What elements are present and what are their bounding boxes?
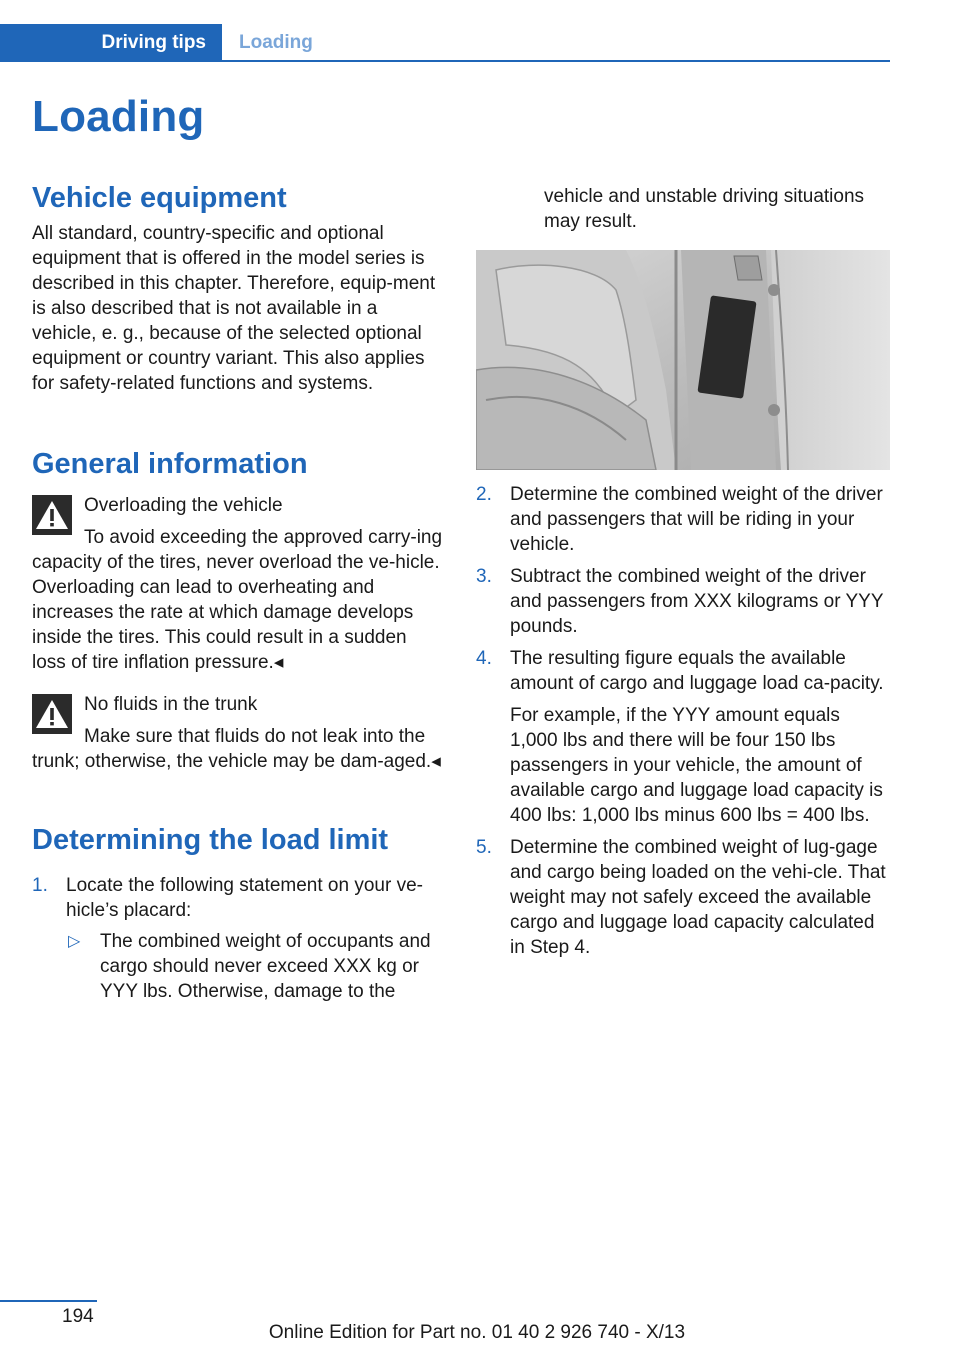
step-number: 1. <box>32 875 48 896</box>
list-item <box>476 564 890 639</box>
page-number: 194 <box>62 1306 94 1327</box>
list-item <box>476 835 890 960</box>
load-limit-steps-right <box>476 482 890 960</box>
vehicle-equipment-text: All standard, country-specific and optional equipment that is offered in the model series is described in this chapter. Therefore, equip-ment is also described that is not available in a vehicle, e. g., because of the selected optional equipment or country variant. This also applies for safety-related functions and systems. <box>32 223 436 394</box>
door-pillar-placard-photo <box>476 250 890 470</box>
heading-load-limit: Determining the load limit <box>32 824 389 856</box>
footer-rule <box>0 1300 97 1302</box>
heading-vehicle-equipment: Vehicle equipment <box>32 182 287 214</box>
right-column <box>476 182 890 967</box>
step-example-text: For example, if the YYY amount equals 1,000 lbs and there will be four 150 lbs passengers in your vehicle, the amount of available cargo and luggage load capacity is 400 lbs: 1,000 lbs minus 600 lbs = 400 lbs. <box>510 705 883 826</box>
page-tab-loading[interactable]: Loading <box>239 32 313 53</box>
warning-fluids <box>32 692 444 774</box>
step-number: 5. <box>476 837 492 858</box>
triangle-bullet-icon: ▷ <box>68 933 81 950</box>
step-text: Determine the combined weight of lug-gage and cargo being loaded on the vehi-cle. That weight may not safely exceed the available cargo and luggage load capacity calculated in Step 4. <box>510 837 886 958</box>
header-rule <box>0 60 890 62</box>
load-limit-steps-left <box>32 873 444 1004</box>
page-title: Loading <box>32 92 205 141</box>
heading-general-information: General information <box>32 448 308 480</box>
step-text: Subtract the combined weight of the driver and passengers from XXX kilograms or YYY pounds. <box>510 566 884 637</box>
bullet-item <box>66 929 444 1004</box>
warning-title: No fluids in the trunk <box>84 694 258 715</box>
bullet-text: The combined weight of occupants and cargo should never exceed XXX kg or YYY lbs. Otherwise, damage to the <box>100 931 431 1002</box>
step-number: 4. <box>476 648 492 669</box>
bullet-continuation-text: vehicle and unstable driving situations may result. <box>544 186 865 232</box>
step-text: Determine the combined weight of the driver and passengers that will be riding in your vehicle. <box>510 484 883 555</box>
warning-text: To avoid exceeding the approved carry-ing capacity of the tires, never overload the ve-hicle. Overloading can lead to overheating and increases the rate at which damage develops inside the tires. This could result in a sudden loss of tire inflation pressure.◂ <box>32 527 443 673</box>
list-item <box>32 873 444 1004</box>
step-text: The resulting figure equals the available amount of cargo and luggage load ca-pacity. <box>510 648 884 694</box>
step-number: 2. <box>476 484 492 505</box>
section-tab-driving-tips[interactable]: Driving tips <box>0 24 222 61</box>
list-item <box>476 646 890 828</box>
warning-triangle-icon <box>32 694 72 734</box>
warning-triangle-icon <box>32 495 72 535</box>
list-item <box>476 482 890 557</box>
left-column <box>32 182 444 1011</box>
warning-title: Overloading the vehicle <box>84 495 283 516</box>
step-number: 3. <box>476 566 492 587</box>
step-text: Locate the following statement on your ve-hicle’s placard: <box>66 875 423 921</box>
edition-note: Online Edition for Part no. 01 40 2 926 740 - X/13 <box>268 1322 686 1343</box>
warning-text: Make sure that fluids do not leak into the trunk; otherwise, the vehicle may be dam-aged.◂ <box>32 726 441 772</box>
warning-overloading <box>32 493 444 675</box>
